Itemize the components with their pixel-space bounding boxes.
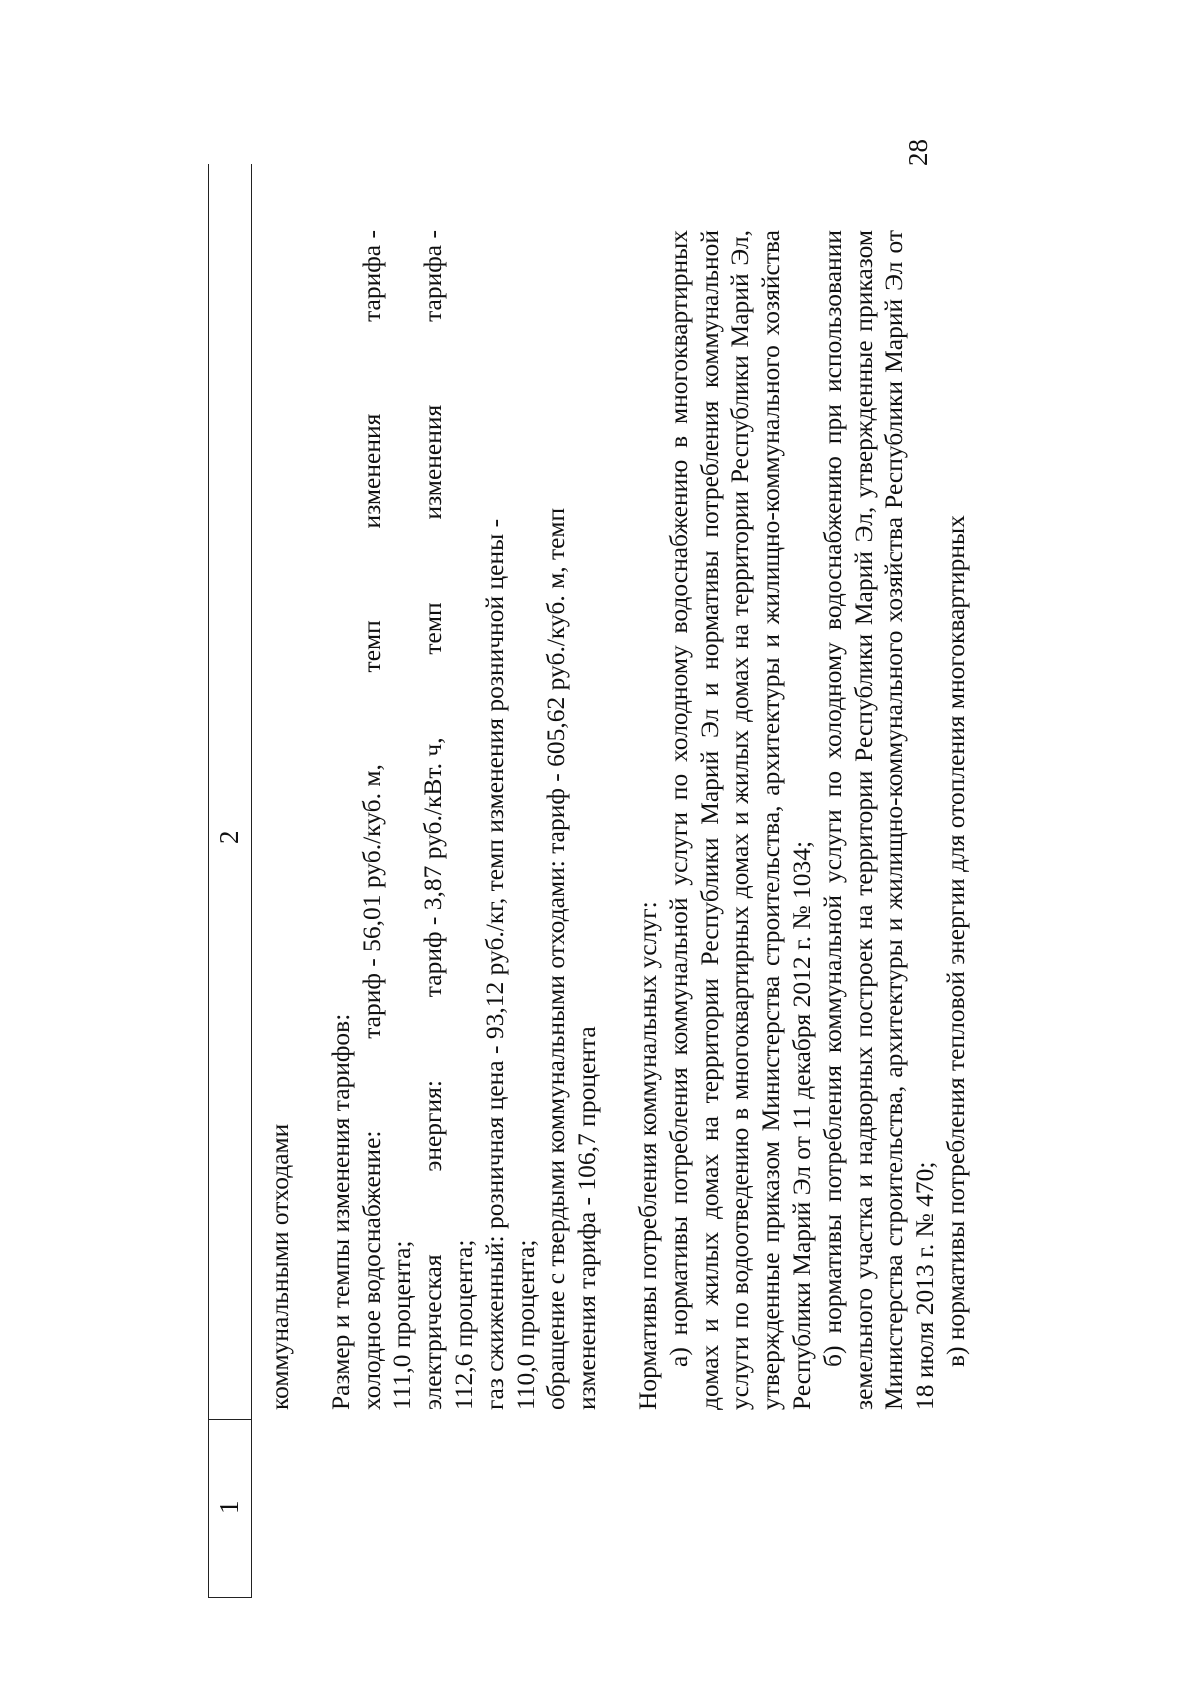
table-column-divider (208, 1419, 251, 1420)
tariffs-heading: Размер и темпы изменения тарифов: (325, 1013, 355, 1410)
norms-heading: Нормативы потребления коммунальных услуг: (632, 901, 662, 1410)
table-top-border (208, 164, 209, 1598)
rotated-document-table (208, 164, 1038, 1598)
waste-percent: изменения тарифа - 106,7 процента (572, 1026, 602, 1410)
table-left-border (208, 1597, 251, 1598)
column-2-header: 2 (214, 830, 244, 844)
electric-percent: 112,6 процента; (448, 1239, 478, 1410)
continuation-line: коммунальными отходами (265, 1123, 294, 1410)
column-1-header: 1 (214, 1500, 244, 1514)
cold-water-percent: 111,0 процента; (387, 1240, 417, 1410)
cold-water-line: холодное водоснабжение: тариф - 56,01 руб./куб. м, темп изменения тарифа - (356, 230, 386, 1410)
norm-v-paragraph: в) нормативы потребления тепловой энергии для отопления многоквартирных (940, 515, 970, 1367)
page-number: 28 (903, 139, 933, 166)
gas-percent: 110,0 процента; (510, 1239, 540, 1410)
norm-b-paragraph: б) нормативы потребления коммунальной услуги по холодному водоснабжению при использовании земельного участка и надворных построек на территории Республики Марий Эл, утвержденные приказом Министерства строительства, архитектуры и жилищно-коммунального хозяйства Республики Марий Эл от 18 июля 2013 г. № 470; (817, 230, 940, 1410)
norm-a-paragraph: а) нормативы потребления коммунальной услуги по холодному водоснабжению в многоквартирных домах и жилых домах на территории Республики Марий Эл и нормативы потребления коммунальной услуги по водоотведению в многоквартирных домах и жилых домах на территории Республики Марий Эл, утвержденные приказом Министерства строительства, архитектуры и жилищно-коммунального хозяйства Республики Марий Эл от 11 декабря 2012 г. № 1034; (663, 230, 816, 1410)
waste-line: обращение с твердыми коммунальными отходами: тариф - 605,62 руб./куб. м, темп (541, 507, 571, 1410)
gas-line: газ сжиженный: розничная цена - 93,12 руб./кг, темп изменения розничной цены - (479, 518, 509, 1410)
electric-line: электрическая энергия: тариф - 3,87 руб./кВт. ч, темп изменения тарифа - (418, 230, 448, 1410)
table-header-bottom-border (251, 164, 252, 1598)
column-2-text (265, 230, 972, 1410)
